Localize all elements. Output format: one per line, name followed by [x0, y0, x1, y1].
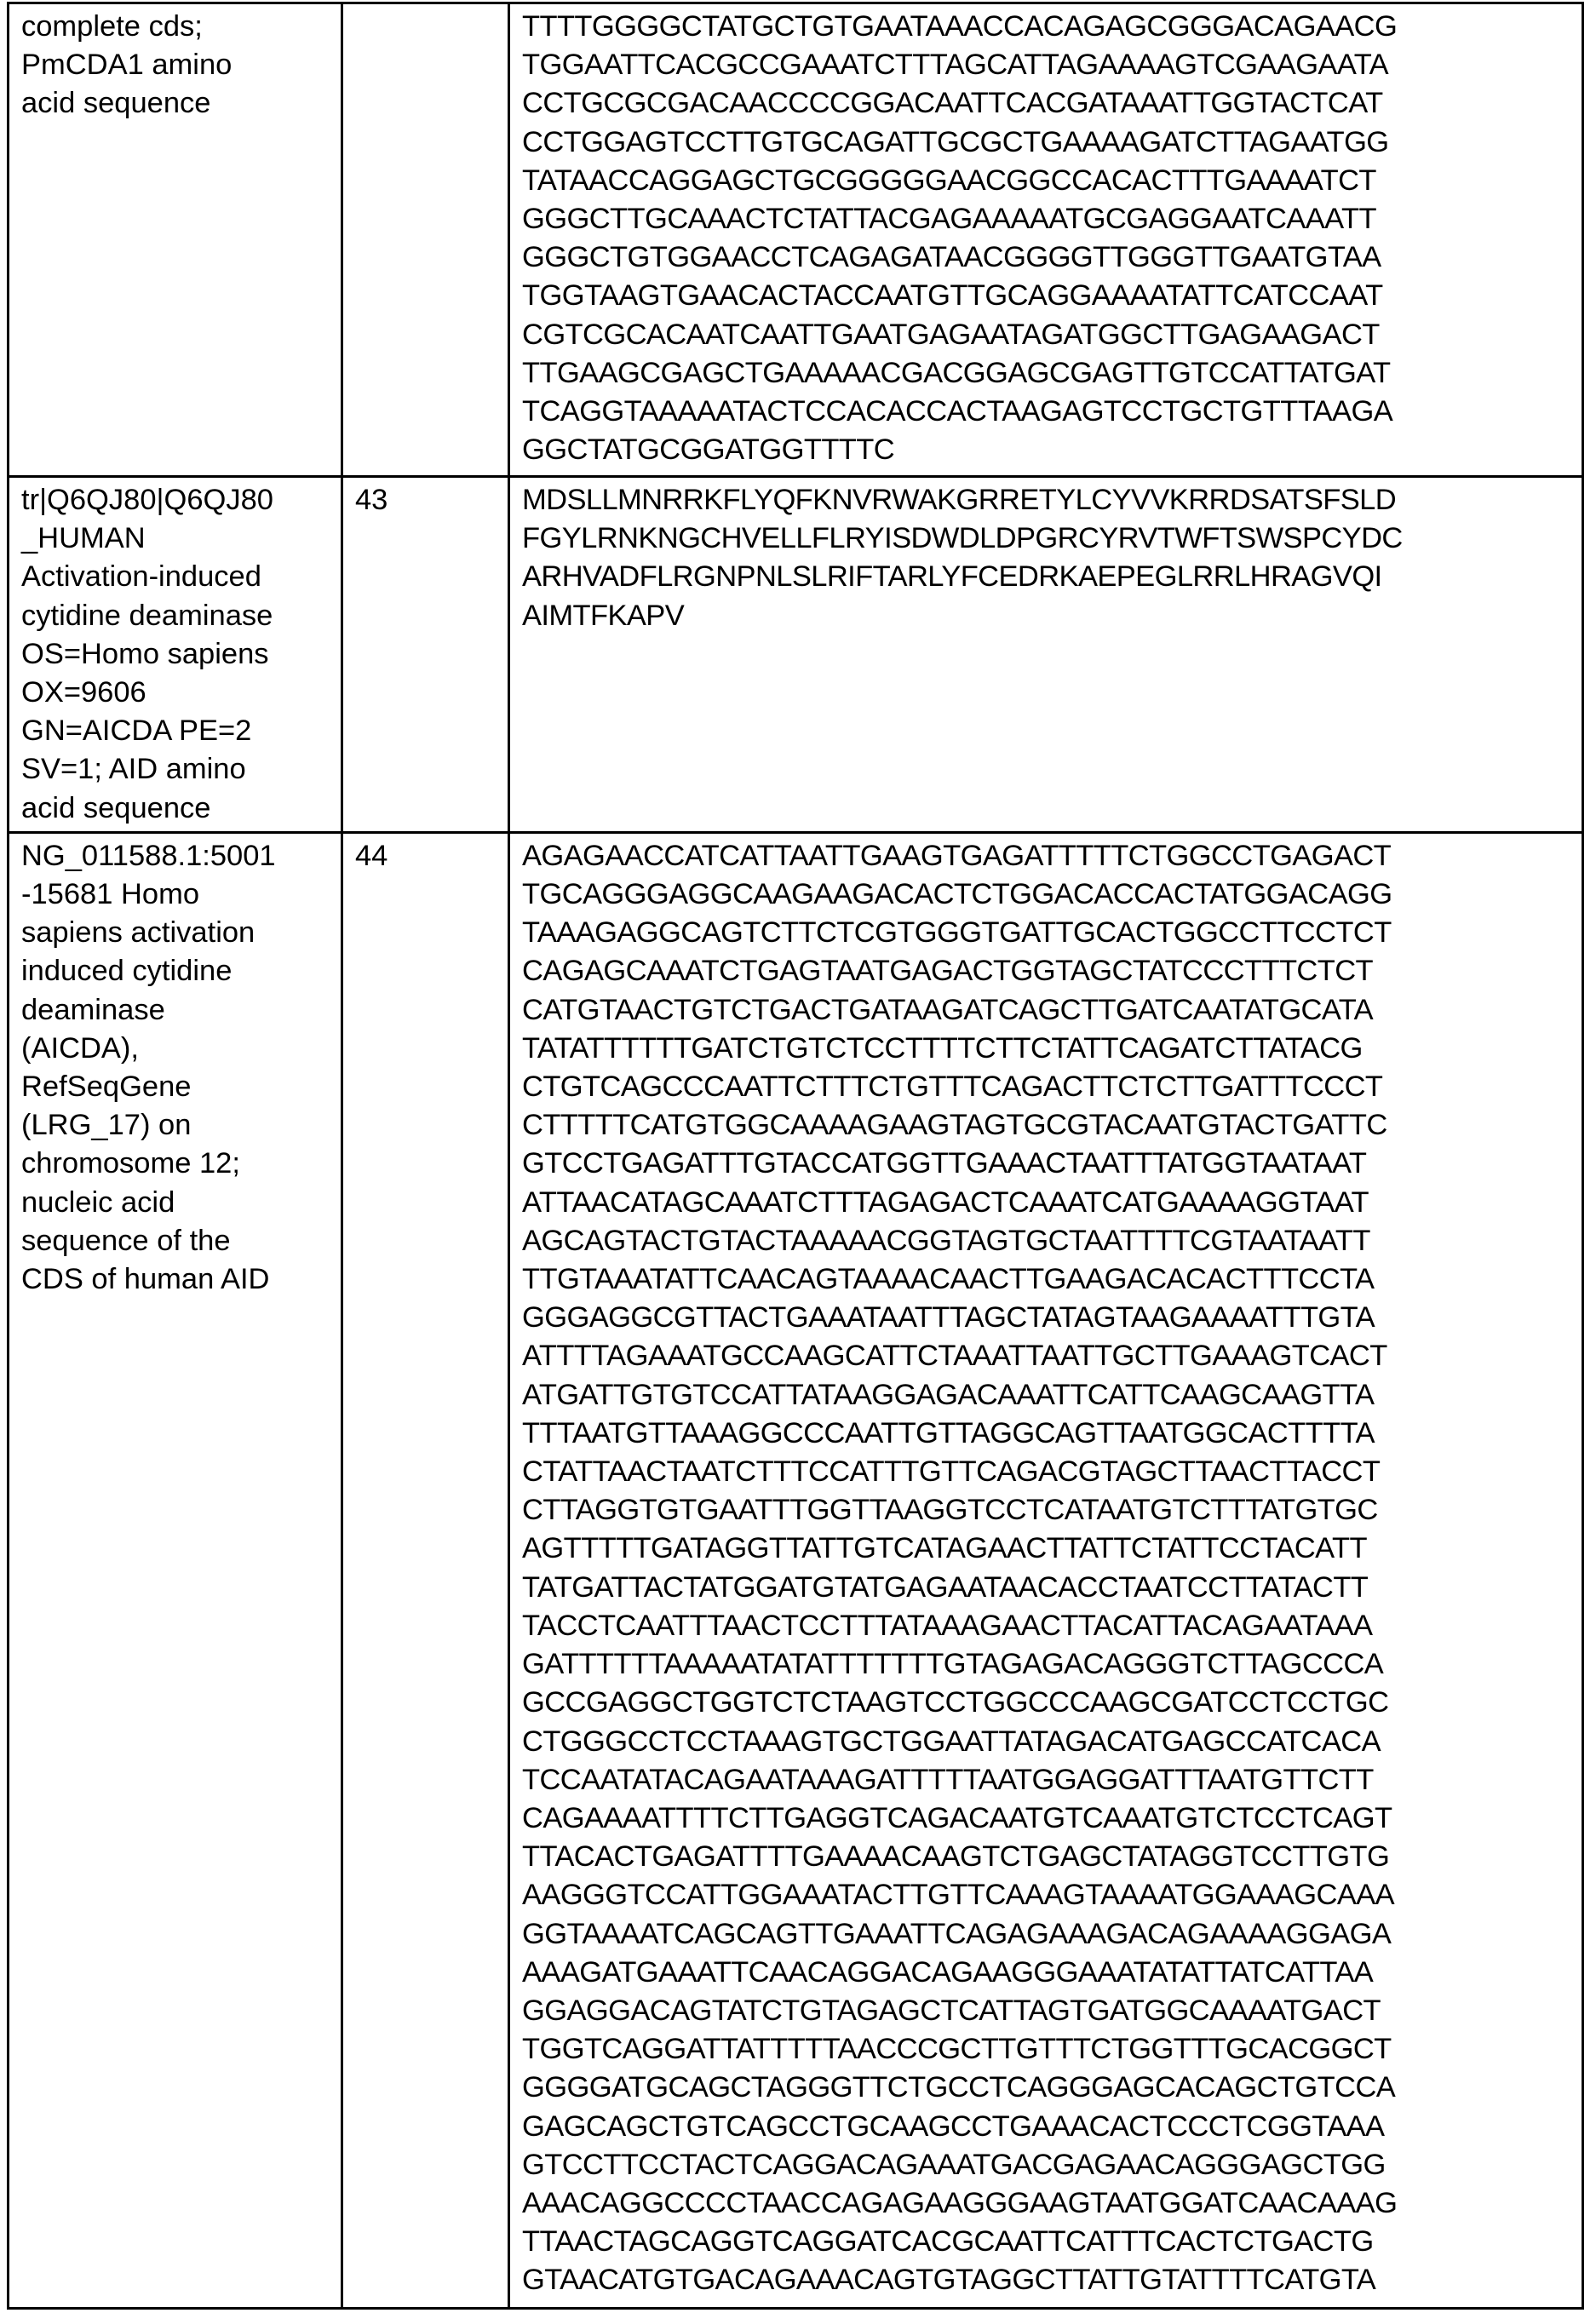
description-line: -15681 Homo: [21, 875, 332, 914]
sequence-line: TCAGGTAAAAATACTCCACACCACTAAGAGTCCTGCTGTTTAAGA: [522, 393, 1573, 431]
sequence-line: ARHVADFLRGNPNLSLRIFTARLYFCEDRKAEPEGLRRLHRAGVQI: [522, 558, 1573, 596]
sequence-line: GGAGGACAGTATCTGTAGAGCTCATTAGTGATGGCAAAATGACT: [522, 1992, 1573, 2030]
sequence-line: CTTAGGTGTGAATTTGGTTAAGGTCCTCATAATGTCTTTATGTGC: [522, 1491, 1573, 1530]
sequence-line: CATGTAACTGTCTGACTGATAAGATCAGCTTGATCAATATGCATA: [522, 991, 1573, 1030]
sequence-line: AGCAGTACTGTACTAAAAACGGTAGTGCTAATTTTCGTAATAATT: [522, 1222, 1573, 1260]
sequence-line: TATATTTTTTGATCTGTCTCCTTTTCTTCTATTCAGATCTTATACG: [522, 1030, 1573, 1068]
description-line: tr|Q6QJ80|Q6QJ80: [21, 481, 332, 519]
sequence-line: AGAGAACCATCATTAATTGAAGTGAGATTTTTCTGGCCTGAGACT: [522, 837, 1573, 875]
sequence-line: CTGTCAGCCCAATTCTTTCTGTTTCAGACTTCTCTTGATTTCCCT: [522, 1068, 1573, 1106]
sequence-line: CCTGCGCGACAACCCCGGACAATTCACGATAAATTGGTACTCAT: [522, 84, 1573, 123]
sequence-line: ATTAACATAGCAAATCTTTAGAGACTCAAATCATGAAAAGGTAAT: [522, 1184, 1573, 1222]
seq-id-cell: [342, 477, 509, 833]
description-line: (AICDA),: [21, 1030, 332, 1068]
description-line: OS=Homo sapiens: [21, 635, 332, 674]
sequence-line: TTTTGGGGCTATGCTGTGAATAAACCACAGAGCGGGACAGAACG: [522, 8, 1573, 46]
sequence-line: CTATTAACTAATCTTTCCATTTGTTCAGACGTAGCTTAACTTACCT: [522, 1453, 1573, 1491]
description-cell: [9, 832, 342, 2308]
seq-id: 43: [355, 484, 388, 516]
sequence-line: CTTTTTCATGTGGCAAAAGAAGTAGTGCGTACAATGTACTGATTC: [522, 1106, 1573, 1145]
description-line: Activation-induced: [21, 558, 332, 596]
description-line: (LRG_17) on: [21, 1106, 332, 1145]
sequence-line: TTTAATGTTAAAGGCCCAATTGTTAGGCAGTTAATGGCACTTTTA: [522, 1415, 1573, 1453]
sequence-line: FGYLRNKNGCHVELLFLRYISDWDLDPGRCYRVTWFTSWSPCYDC: [522, 519, 1573, 558]
sequence-line: GGTAAAATCAGCAGTTGAAATTCAGAGAAAGACAGAAAAGGAGA: [522, 1915, 1573, 1954]
sequence-line: CAGAGCAAATCTGAGTAATGAGACTGGTAGCTATCCCTTTCTCT: [522, 952, 1573, 990]
sequence-line: GGGGATGCAGCTAGGGTTCTGCCTCAGGGAGCACAGCTGTCCA: [522, 2069, 1573, 2107]
sequence-line: GAGCAGCTGTCAGCCTGCAAGCCTGAAACACTCCCTCGGTAAA: [522, 2108, 1573, 2146]
description-cell: [9, 3, 342, 477]
description-cell: [9, 477, 342, 833]
sequence-line: TATGATTACTATGGATGTATGAGAATAACACCTAATCCTTATACTT: [522, 1569, 1573, 1607]
sequence-line: GTAACATGTGACAGAAACAGTGTAGGCTTATTGTATTTTCATGTA: [522, 2261, 1573, 2299]
description-line: chromosome 12;: [21, 1145, 332, 1183]
sequence-line: GCCGAGGCTGGTCTCTAAGTCCTGGCCCAAGCGATCCTCCTGC: [522, 1684, 1573, 1722]
sequence-cell: [509, 832, 1583, 2308]
description-line: sapiens activation: [21, 914, 332, 952]
table-row: [9, 832, 1583, 2308]
description-line: SV=1; AID amino: [21, 750, 332, 789]
sequence-line: TTACACTGAGATTTTGAAAACAAGTCTGAGCTATAGGTCCTTGTG: [522, 1838, 1573, 1876]
seq-id-cell: [342, 832, 509, 2308]
description-line: induced cytidine: [21, 952, 332, 990]
description-line: GN=AICDA PE=2: [21, 712, 332, 750]
sequence-line: GTCCTGAGATTTGTACCATGGTTGAAACTAATTTATGGTAATAAT: [522, 1145, 1573, 1183]
sequence-line: TGCAGGGAGGCAAGAAGACACTCTGGACACCACTATGGACAGG: [522, 875, 1573, 914]
sequence-line: AIMTFKAPV: [522, 597, 1573, 635]
sequence-line: TGGAATTCACGCCGAAATCTTTAGCATTAGAAAAGTCGAAGAATA: [522, 46, 1573, 84]
sequence-line: TATAACCAGGAGCTGCGGGGGAACGGCCACACTTTGAAAATCT: [522, 162, 1573, 200]
sequence-line: ATGATTGTGTCCATTATAAGGAGACAAATTCATTCAAGCAAGTTA: [522, 1376, 1573, 1415]
seq-id: 44: [355, 840, 388, 872]
sequence-line: TGGTAAGTGAACACTACCAATGTTGCAGGAAAATATTCATCCAAT: [522, 277, 1573, 315]
description-line: CDS of human AID: [21, 1260, 332, 1299]
sequence-line: GATTTTTTAAAAATATATTTTTTTGTAGAGACAGGGTCTTAGCCCA: [522, 1645, 1573, 1684]
sequence-line: CAGAAAATTTTCTTGAGGTCAGACAATGTCAAATGTCTCCTCAGT: [522, 1799, 1573, 1838]
description-line: OX=9606: [21, 674, 332, 712]
sequence-line: AAAGATGAAATTCAACAGGACAGAAGGGAAATATATTATCATTAA: [522, 1954, 1573, 1992]
sequence-line: AGTTTTTGATAGGTTATTGTCATAGAACTTATTCTATTCCTACATT: [522, 1530, 1573, 1568]
sequence-line: CGTCGCACAATCAATTGAATGAGAATAGATGGCTTGAGAAGACT: [522, 316, 1573, 354]
description-line: acid sequence: [21, 789, 332, 828]
description-line: deaminase: [21, 991, 332, 1030]
description-line: PmCDA1 amino: [21, 46, 332, 84]
sequence-line: GGGCTGTGGAACCTCAGAGATAACGGGGTTGGGTTGAATGTAA: [522, 238, 1573, 277]
sequence-line: GGGCTTGCAAACTCTATTACGAGAAAAATGCGAGGAATCAAATT: [522, 200, 1573, 238]
description-line: complete cds;: [21, 8, 332, 46]
sequence-line: MDSLLMNRRKFLYQFKNVRWAKGRRETYLCYVVKRRDSATSFSLD: [522, 481, 1573, 519]
sequence-line: GGCTATGCGGATGGTTTTC: [522, 431, 1573, 469]
description-line: NG_011588.1:5001: [21, 837, 332, 875]
table-row: [9, 3, 1583, 477]
sequence-line: CTGGGCCTCCTAAAGTGCTGGAATTATAGACATGAGCCATCACA: [522, 1723, 1573, 1761]
sequence-line: TGGTCAGGATTATTTTTAACCCGCTTGTTTCTGGTTTGCACGGCT: [522, 2030, 1573, 2069]
description-line: RefSeqGene: [21, 1068, 332, 1106]
sequence-line: GTCCTTCCTACTCAGGACAGAAATGACGAGAACAGGGAGCTGG: [522, 2146, 1573, 2184]
description-line: sequence of the: [21, 1222, 332, 1260]
description-line: _HUMAN: [21, 519, 332, 558]
description-line: acid sequence: [21, 84, 332, 123]
sequence-line: TTAACTAGCAGGTCAGGATCACGCAATTCATTTCACTCTGACTG: [522, 2223, 1573, 2261]
description-line: nucleic acid: [21, 1184, 332, 1222]
sequence-line: TTGAAGCGAGCTGAAAAACGACGGAGCGAGTTGTCCATTATGAT: [522, 354, 1573, 393]
sequence-line: ATTTTAGAAATGCCAAGCATTCTAAATTAATTGCTTGAAAGTCACT: [522, 1337, 1573, 1375]
description-line: cytidine deaminase: [21, 597, 332, 635]
table-row: [9, 477, 1583, 833]
sequence-line: AAGGGTCCATTGGAAATACTTGTTCAAAGTAAAATGGAAAGCAAA: [522, 1876, 1573, 1914]
sequence-line: TAAAGAGGCAGTCTTCTCGTGGGTGATTGCACTGGCCTTCCTCT: [522, 914, 1573, 952]
seq-id-cell: [342, 3, 509, 477]
sequence-line: GGGAGGCGTTACTGAAATAATTTAGCTATAGTAAGAAAATTTGTA: [522, 1299, 1573, 1337]
sequence-line: AAACAGGCCCCTAACCAGAGAAGGGAAGTAATGGATCAACAAAG: [522, 2184, 1573, 2223]
sequence-line: TTGTAAATATTCAACAGTAAAACAACTTGAAGACACACTTTCCTA: [522, 1260, 1573, 1299]
sequence-cell: [509, 477, 1583, 833]
sequence-line: TCCAATATACAGAATAAAGATTTTTAATGGAGGATTTAATGTTCTT: [522, 1761, 1573, 1799]
sequence-line: TACCTCAATTTAACTCCTTTATAAAGAACTTACATTACAGAATAAA: [522, 1607, 1573, 1645]
sequence-cell: [509, 3, 1583, 477]
sequence-table: [7, 2, 1584, 2310]
sequence-line: CCTGGAGTCCTTGTGCAGATTGCGCTGAAAAGATCTTAGAATGG: [522, 123, 1573, 162]
